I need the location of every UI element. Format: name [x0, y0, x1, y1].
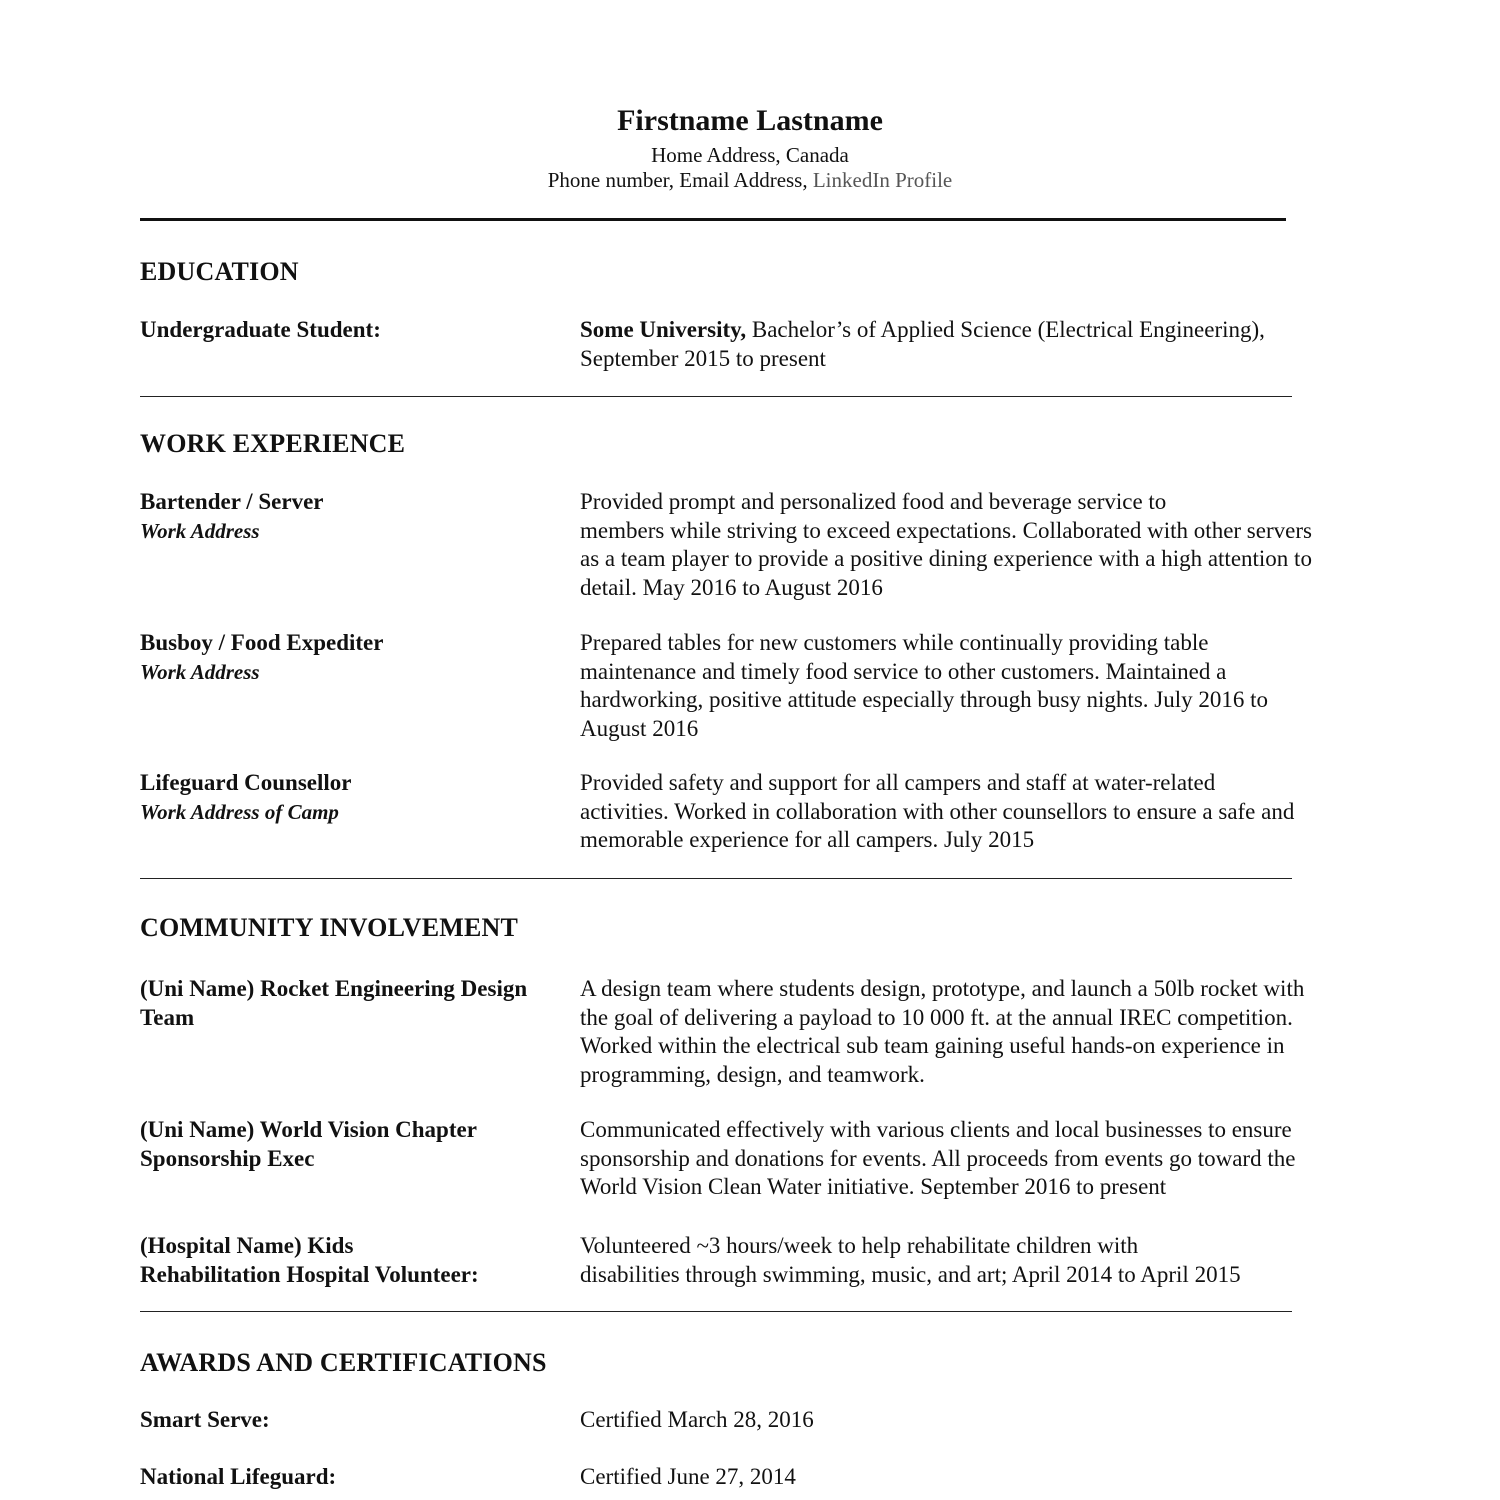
award-label: Smart Serve:	[140, 1407, 270, 1432]
section-title-awards: AWARDS AND CERTIFICATIONS	[140, 1348, 547, 1377]
job-role: Bartender / Server	[140, 489, 324, 514]
section-divider	[140, 878, 1292, 879]
award-entry	[140, 1406, 270, 1435]
community-name-line: Sponsorship Exec	[140, 1145, 315, 1171]
job-place: Work Address	[140, 518, 260, 543]
description-line: Communicated effectively with various clients and local businesses to ensure	[580, 1117, 1292, 1142]
award-label: National Lifeguard:	[140, 1464, 337, 1489]
education-role: Undergraduate Student:	[140, 317, 381, 342]
community-name-line: Team	[140, 1004, 195, 1030]
description-line: Volunteered ~3 hours/week to help rehabilitate children with	[580, 1233, 1139, 1258]
award-date: Certified March 28, 2016	[580, 1407, 814, 1432]
header-divider	[140, 218, 1286, 221]
section-title-community: COMMUNITY INVOLVEMENT	[140, 913, 519, 942]
school-name: Some University,	[580, 317, 747, 342]
degree: Bachelor’s of Applied Science (Electrical Engineering),	[746, 317, 1265, 342]
job-place: Work Address of Camp	[140, 799, 339, 824]
job-entry	[140, 488, 324, 545]
education-dates: September 2015 to present	[580, 345, 826, 371]
community-name-line: Rehabilitation Hospital Volunteer:	[140, 1261, 479, 1287]
contact-line	[0, 168, 1500, 193]
description-line: hardworking, positive attitude especially through busy nights. July 2016 to	[580, 687, 1269, 712]
description-line: as a team player to provide a positive dining experience with a high attention to	[580, 546, 1312, 571]
description-line: A design team where students design, prototype, and launch a 50lb rocket with	[580, 976, 1305, 1001]
award-date: Certified June 27, 2014	[580, 1464, 796, 1489]
description-line: World Vision Clean Water initiative. September 2016 to present	[580, 1174, 1167, 1199]
community-entry	[140, 975, 527, 1032]
description-line: disabilities through swimming, music, and art; April 2014 to April 2015	[580, 1261, 1241, 1287]
section-title-work: WORK EXPERIENCE	[140, 429, 406, 458]
section-divider	[140, 1311, 1292, 1312]
home-address: Home Address, Canada	[651, 143, 849, 167]
job-role: Busboy / Food Expediter	[140, 630, 384, 655]
description-line: August 2016	[580, 715, 699, 741]
community-entry	[140, 1116, 477, 1173]
description-line: members while striving to exceed expectations. Collaborated with other servers	[580, 517, 1312, 543]
candidate-name: Firstname Lastname	[617, 104, 883, 137]
community-description	[580, 1116, 1295, 1202]
job-role: Lifeguard Counsellor	[140, 770, 352, 795]
description-line: sponsorship and donations for events. All proceeds from events go toward the	[580, 1145, 1296, 1171]
job-place: Work Address	[140, 659, 260, 684]
education-line	[580, 316, 1265, 345]
award-value	[580, 1406, 814, 1435]
description-line: maintenance and timely food service to other customers. Maintained a	[580, 658, 1227, 684]
description-line: Provided prompt and personalized food and beverage service to	[580, 489, 1167, 514]
description-line: memorable experience for all campers. July 2015	[580, 827, 1035, 852]
community-description	[580, 975, 1304, 1089]
education-label	[140, 316, 381, 345]
description-line: Prepared tables for new customers while continually providing table	[580, 630, 1209, 655]
description-line: detail. May 2016 to August 2016	[580, 574, 883, 600]
contact-details: Phone number, Email Address,	[547, 168, 813, 192]
community-entry	[140, 1232, 479, 1289]
description-line: Worked within the electrical sub team gaining useful hands-on experience in	[580, 1033, 1285, 1058]
community-name-line: (Uni Name) Rocket Engineering Design	[140, 976, 528, 1001]
education-detail	[580, 316, 1265, 373]
job-entry	[140, 629, 383, 686]
job-entry	[140, 769, 351, 826]
award-value	[580, 1463, 796, 1492]
community-name-line: (Uni Name) World Vision Chapter	[140, 1117, 477, 1142]
description-line: Provided safety and support for all campers and staff at water-related	[580, 770, 1216, 795]
community-description	[580, 1232, 1241, 1289]
description-line: activities. Worked in collaboration with other counsellors to ensure a safe and	[580, 798, 1295, 824]
section-divider	[140, 396, 1292, 397]
job-description	[580, 488, 1312, 602]
linkedin-link[interactable]: LinkedIn Profile	[812, 168, 953, 192]
description-line: programming, design, and teamwork.	[580, 1061, 925, 1087]
job-description	[580, 629, 1268, 743]
award-entry	[140, 1463, 336, 1492]
job-description	[580, 769, 1294, 855]
community-name-line: (Hospital Name) Kids	[140, 1233, 354, 1258]
section-title-education: EDUCATION	[140, 257, 299, 286]
description-line: the goal of delivering a payload to 10 000 ft. at the annual IREC competition.	[580, 1004, 1293, 1030]
